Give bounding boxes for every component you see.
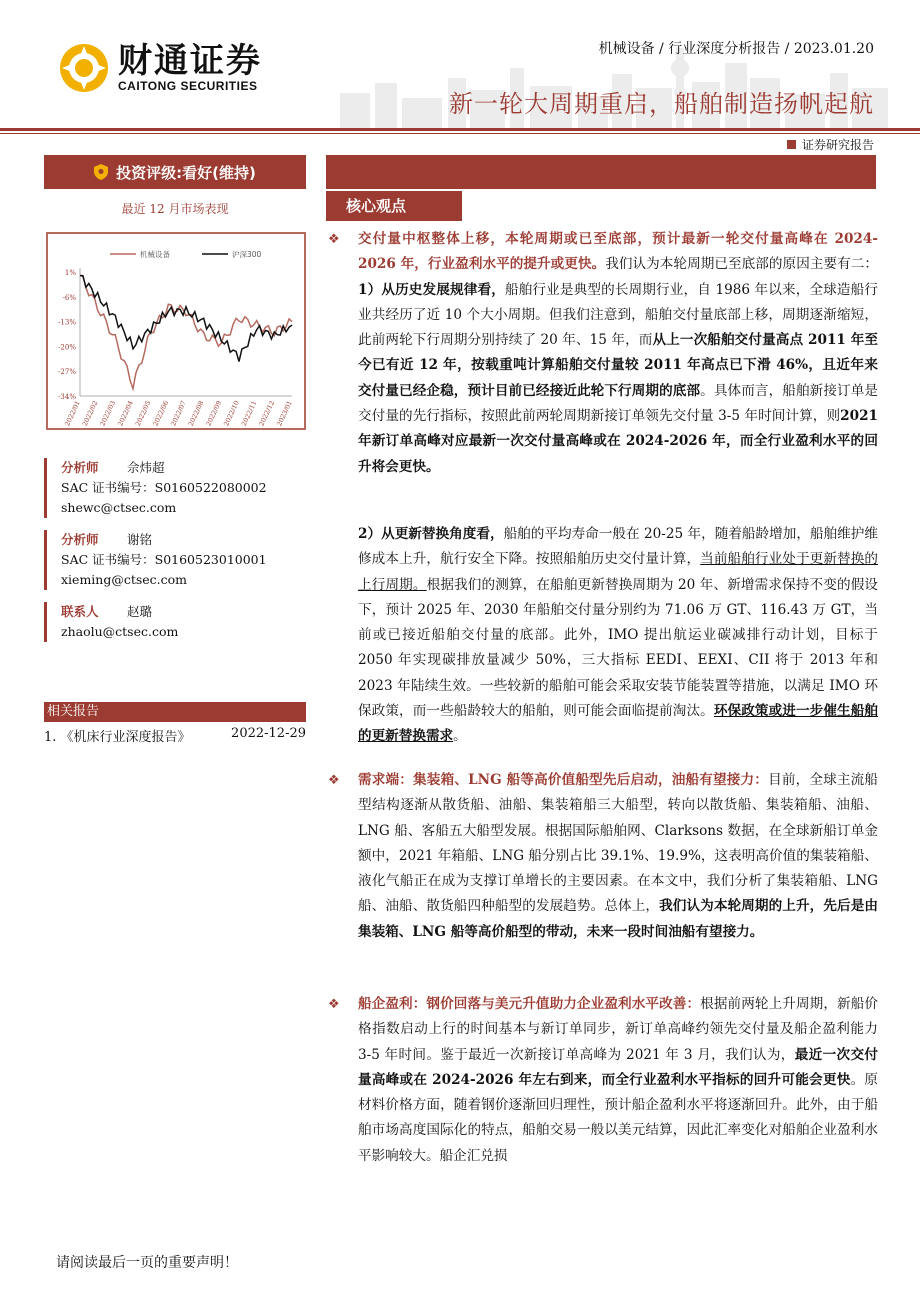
- shield-icon: [94, 164, 108, 180]
- related-report-item[interactable]: [44, 726, 306, 745]
- market-performance-chart: [46, 232, 306, 430]
- section-header-bar: [326, 155, 876, 189]
- analyst-email[interactable]: xieming@ctsec.com: [61, 572, 188, 587]
- series-line-1: [80, 276, 292, 362]
- x-tick-label: 2022/06: [151, 399, 171, 428]
- diamond-bullet-icon: ❖: [328, 773, 340, 788]
- series-line-0: [80, 276, 292, 389]
- related-reports-title: 相关报告: [44, 702, 306, 722]
- page-header: [0, 0, 920, 150]
- y-tick-label: -34%: [58, 393, 76, 401]
- investment-rating: 投资评级:看好(维持): [44, 155, 306, 189]
- point-3-paragraph: ❖ 船企盈利：钢价回落与美元升值助力企业盈利水平改善：根据前两轮上升周期，新船价格指数启动上行的时间基本与新订单同步，新订单高峰约领先交付量及船企盈利能力 3-5 年时间。鉴于最近一次新接订单高峰为 2021 年 3 月，我们认为，最近一次交付量高峰或在 2024-2026 年左右到来，而全行业盈利水平指标的回升可能会更快。原材料价格方面，随着钢价逐渐回归理性，预计船企盈利水平将逐渐回升。此外，由于船舶市场高度国际化的特点，船舶交易一般以美元结算，因此汇率变化对船舶企业盈利水平影响较大。船企汇兑损: [328, 992, 878, 1169]
- related-report-title[interactable]: 1. 《机床行业深度报告》: [44, 730, 191, 745]
- core-view-tag: 核心观点: [326, 191, 462, 221]
- line-chart: [48, 234, 304, 428]
- x-tick-label: 2022/11: [239, 399, 259, 428]
- x-tick-label: 2022/07: [169, 399, 188, 428]
- analyst-role: 分析师: [61, 532, 99, 547]
- y-tick-label: -20%: [58, 343, 76, 352]
- x-tick-label: 2022/10: [222, 399, 241, 428]
- x-tick-label: 2022/03: [98, 399, 118, 428]
- analyst-sac: SAC 证书编号：S0160522080002: [61, 480, 267, 495]
- analyst-block-1: [44, 458, 267, 518]
- x-tick-label: 2022/04: [116, 399, 135, 428]
- company-logo: [58, 42, 262, 94]
- x-tick-label: 2022/12: [257, 399, 277, 428]
- disclaimer-footer: 请阅读最后一页的重要声明！: [56, 1255, 238, 1271]
- y-tick-label: -6%: [62, 293, 76, 302]
- x-tick-label: 2022/05: [133, 399, 153, 428]
- point-1-sub-paragraph: 2）从更新替换角度看，船舶的平均寿命一般在 20-25 年，随着船龄增加，船舶维护维修成本上升，航行安全下降。按照船舶历史交付量计算，当前船舶行业处于更新替换的上行周期。根据我们的测算，在船舶更新替换周期为 20 年、新增需求保持不变的假设下，预计 2025 年、2030 年船舶交付量分别约为 71.06 万 GT、116.43 万 GT，当前或已接近船舶交付量的底部。此外，IMO 提出航运业碳减排行动计划，目标于 2050 年实现碳排放量减少 50%，三大指标 EEDI、EEXI、CII 将于 2013 年和 2023 年陆续生效。一些较新的船舶可能会采取安装节能装置等措施，以满足 IMO 环保政策，而一些船龄较大的船舶，则可能会面临提前淘汰。环保政策或进一步催生船舶的更新替换需求。: [358, 526, 879, 745]
- logo-chinese-name: 财通证券: [118, 41, 262, 81]
- x-tick-label: 2023/01: [275, 399, 294, 428]
- analyst-email[interactable]: shewc@ctsec.com: [61, 500, 177, 515]
- x-tick-label: 2022/08: [186, 399, 206, 428]
- contact-role: 联系人: [61, 604, 99, 619]
- analyst-name: 谢铭: [127, 532, 153, 547]
- legend-label-0: 机械设备: [140, 250, 170, 259]
- report-title: 新一轮大周期重启，船舶制造扬帆起航: [449, 90, 874, 118]
- contact-name: 赵璐: [127, 604, 153, 619]
- market-performance-label: 最近 12 月市场表现: [121, 202, 229, 216]
- y-tick-label: 1%: [64, 269, 76, 277]
- report-type-label: 证券研究报告: [787, 136, 874, 153]
- x-tick-label: 2022/02: [80, 399, 100, 428]
- related-report-date: 2022-12-29: [231, 726, 306, 741]
- contact-block: [44, 602, 178, 642]
- diamond-bullet-icon: ❖: [328, 232, 340, 247]
- analyst-role: 分析师: [61, 460, 99, 475]
- report-meta-line: 机械设备 / 行业深度分析报告 / 2023.01.20: [598, 41, 874, 57]
- x-tick-label: 2022/09: [204, 399, 224, 428]
- analyst-name: 佘炜超: [127, 460, 165, 475]
- caitong-logo-icon: [58, 42, 110, 94]
- header-divider-thin: [0, 133, 920, 134]
- y-tick-label: -13%: [58, 318, 76, 327]
- legend-label-1: 沪深300: [232, 250, 262, 259]
- header-divider: [0, 128, 920, 131]
- square-bullet-icon: [787, 140, 796, 149]
- point-1-paragraph: ❖ 交付量中枢整体上移，本轮周期或已至底部，预计最新一轮交付量高峰在 2024-2026 年，行业盈利水平的提升或更快。我们认为本轮周期已至底部的原因主要有二：1）从历史发展规律看，船舶行业是典型的长周期行业，自 1986 年以来，全球造船行业共经历了近 10 个大小周期。但我们注意到，船舶交付量底部上移，周期逐渐缩短，此前两轮下行周期分别持续了 20 年、15 年，而从上一次船舶交付量高点 2011 年至今已有近 12 年，按载重吨计算船舶交付量较 2011 年高点已下滑 46%，且近年来交付量已经企稳，预计目前已经接近此轮下行周期的底部。具体而言，船舶新接订单是交付量的先行指标，按照此前两轮周期新接订单领先交付量 3-5 年时间计算，则2021 年新订单高峰对应最新一次交付量高峰或在 2024-2026 年，而全行业盈利水平的回升将会更快。: [328, 227, 878, 480]
- point-2-paragraph: ❖ 需求端：集装箱、LNG 船等高价值船型先后启动，油船有望接力：目前，全球主流船型结构逐渐从散货船、油船、集装箱船三大船型，转向以散货船、集装箱船、油船、LNG 船、客船五大船型发展。根据国际船舶网、Clarksons 数据，在全球新船订单金额中，2021 年箱船、LNG 船分别占比 39.1%、19.9%，这表明高价值的集装箱船、液化气船正在成为支撑订单增长的主要因素。在本文中，我们分析了集装箱船、LNG 船、油船、散货船四种船型的发展趋势。总体上，我们认为本轮周期的上升，先后是由集装箱、LNG 船等高价船型的带动，未来一段时间油船有望接力。: [328, 768, 878, 945]
- logo-english-name: CAITONG SECURITIES: [118, 79, 258, 93]
- analyst-sac: SAC 证书编号：S0160523010001: [61, 552, 267, 567]
- contact-email[interactable]: zhaolu@ctsec.com: [61, 624, 179, 639]
- diamond-bullet-icon: ❖: [328, 997, 340, 1012]
- x-tick-label: 2022/01: [63, 399, 82, 428]
- y-tick-label: -27%: [58, 368, 76, 377]
- analyst-block-2: [44, 530, 267, 590]
